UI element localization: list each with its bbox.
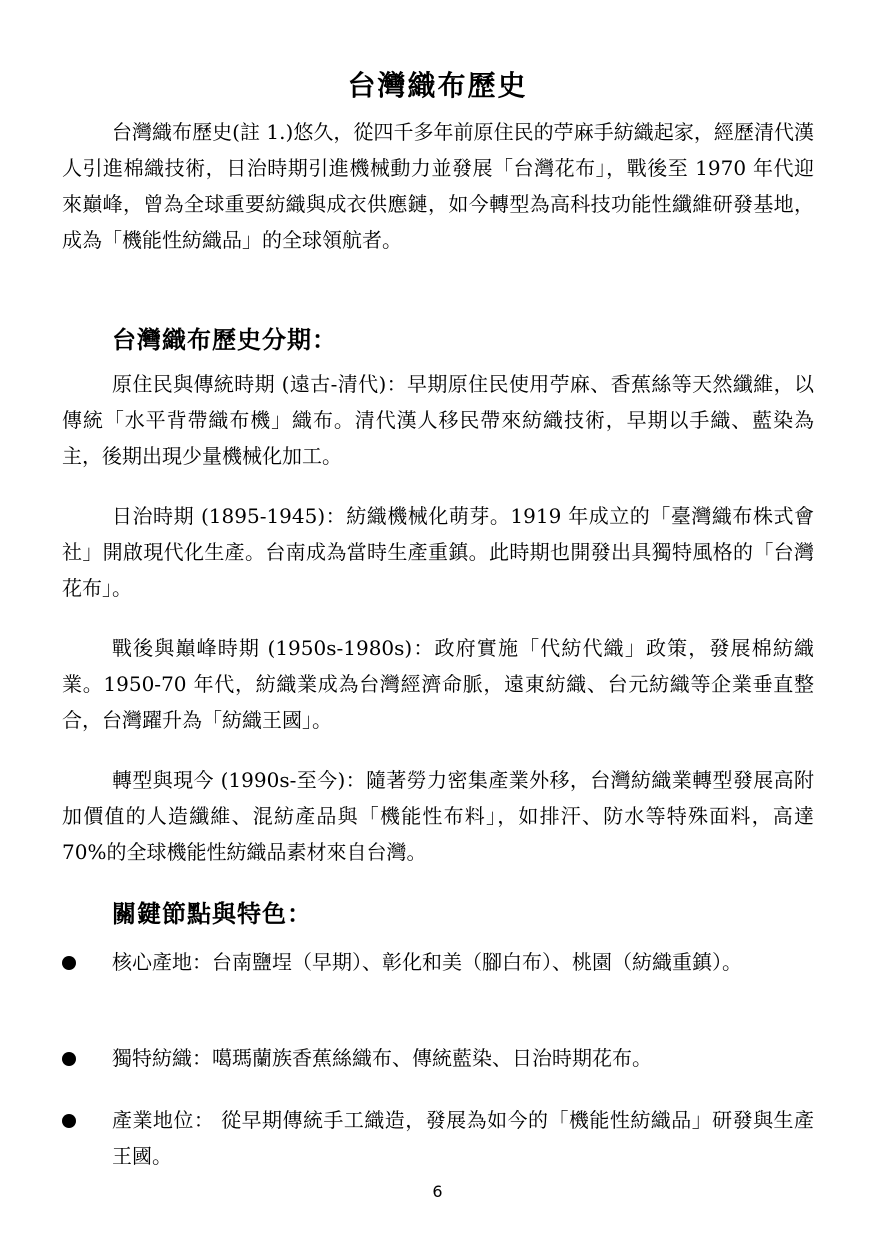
feature-text: 獨特紡織：噶瑪蘭族香蕉絲織布、傳統藍染、日治時期花布。	[112, 1046, 652, 1070]
bullet-icon	[62, 956, 76, 970]
bullet-icon	[62, 1052, 76, 1066]
features-heading: 關鍵節點與特色：	[112, 900, 312, 928]
feature-text: 核心產地：台南鹽埕（早期）、彰化和美（腳白布）、桃園（紡織重鎮）。	[112, 950, 742, 974]
page-title: 台灣織布歷史	[347, 69, 528, 102]
period-paragraph-postwar: 戰後與巔峰時期 (1950s-1980s)：政府實施「代紡代織」政策，發展棉紡織業。1950-70 年代，紡織業成為台灣經濟命脈，遠東紡織、台元紡織等企業垂直整合，台灣躍升為「紡織王國」。	[62, 636, 814, 732]
period-paragraph-japanese-era: 日治時期 (1895-1945)：紡織機械化萌芽。1919 年成立的「臺灣織布株式會社」開啟現代化生產。台南成為當時生產重鎮。此時期也開發出具獨特風格的「台灣花布」。	[62, 504, 814, 600]
bullet-icon	[62, 1114, 76, 1128]
period-paragraph-transformation: 轉型與現今 (1990s-至今)：隨著勞力密集產業外移，台灣紡織業轉型發展高附加價值的人造纖維、混紡產品與「機能性布料」，如排汗、防水等特殊面料，高達 70%的全球機能性紡織品素材來自台灣。	[62, 768, 814, 864]
periods-heading: 台灣織布歷史分期：	[112, 326, 337, 354]
period-paragraph-indigenous: 原住民與傳統時期 (遠古-清代)：早期原住民使用苧麻、香蕉絲等天然纖維，以傳統「水平背帶織布機」織布。清代漢人移民帶來紡織技術，早期以手織、藍染為主，後期出現少量機械化加工。	[62, 372, 814, 468]
page-number: 6	[432, 1182, 443, 1201]
intro-paragraph: 台灣織布歷史(註 1.)悠久，從四千多年前原住民的苧麻手紡織起家，經歷清代漢人引進棉織技術，日治時期引進機械動力並發展「台灣花布」，戰後至 1970 年代迎來巔峰，曾為全球重要紡織與成衣供應鏈，如今轉型為高科技功能性纖維研發基地，成為「機能性紡織品」的全球領航者。	[62, 120, 814, 252]
feature-text: 產業地位： 從早期傳統手工織造，發展為如今的「機能性紡織品」研發與生產王國。	[112, 1108, 814, 1168]
